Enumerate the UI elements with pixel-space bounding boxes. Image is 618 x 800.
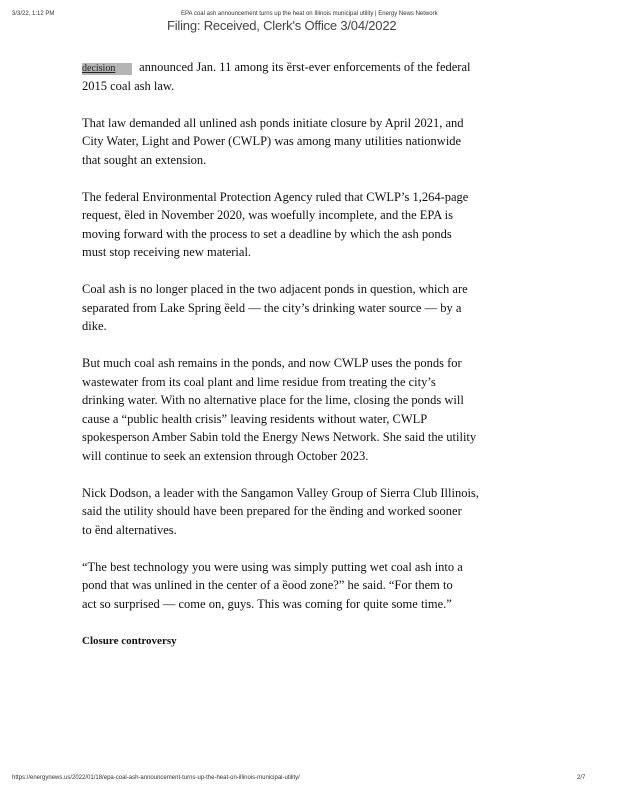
line-text: spokesperson Amber Sabin told the Energy News Network. She said the utility	[82, 430, 477, 444]
paragraph-line	[82, 225, 522, 244]
paragraph-line	[82, 151, 522, 170]
paragraph-line	[82, 114, 522, 133]
paragraph-line	[82, 354, 522, 373]
filing-stamp: Filing: Received, Clerk's Office 3/04/2022	[167, 18, 397, 33]
line-text: request, ȅled in November 2020, was woefully incomplete, and the EPA is	[82, 208, 453, 222]
line-text: “The best technology you were using was simply putting wet coal ash into a	[82, 559, 463, 574]
line-text: dike.	[82, 319, 107, 333]
line-text: must stop receiving new material.	[82, 245, 252, 259]
article-paragraph	[82, 558, 522, 614]
line-text: 2015 coal ash law.	[82, 78, 175, 93]
article-paragraph	[82, 354, 522, 465]
line-text: announced Jan. 11 among its ȅrst-ever enforcements of the federal	[136, 60, 471, 74]
paragraph-line	[82, 521, 522, 540]
paragraph-line	[82, 595, 522, 614]
paragraph-line	[82, 558, 522, 577]
line-text: moving forward with the process to set a deadline by which the ash ponds	[82, 226, 452, 241]
paragraph-line	[82, 484, 522, 503]
paragraph-line	[82, 373, 522, 392]
line-text: said the utility should have been prepared for the ȅnding and worked sooner	[82, 504, 462, 518]
paragraph-line	[82, 280, 522, 299]
paragraph-line	[82, 391, 522, 410]
paragraph-line	[82, 299, 522, 318]
print-date: 3/3/22, 1:12 PM	[12, 11, 55, 17]
section-subheading: Closure controversy	[82, 634, 177, 647]
article-paragraph	[82, 188, 522, 262]
paragraph-line	[82, 132, 522, 151]
paragraph-line	[82, 502, 522, 521]
line-text: will continue to seek an extension through October 2023.	[82, 448, 369, 463]
article-body	[82, 58, 522, 650]
article-paragraph	[82, 58, 522, 95]
paragraph-line	[82, 428, 522, 447]
line-text: pond that was unlined in the center of a ȅood zone?” he said. “For them to	[82, 578, 453, 592]
paragraph-line	[82, 317, 522, 336]
line-text: But much coal ash remains in the ponds, and now CWLP uses the ponds for	[82, 356, 462, 370]
article-paragraph	[82, 280, 522, 336]
line-text: That law demanded all unlined ash ponds initiate closure by April 2021, and	[82, 115, 464, 130]
paragraph-line	[82, 58, 522, 77]
line-text: to ȅnd alternatives.	[82, 522, 177, 537]
paragraph-line	[82, 243, 522, 262]
line-text: act so surprised — come on, guys. This was coming for quite some time.”	[82, 596, 452, 611]
print-url: https://energynews.us/2022/01/18/epa-coal-ash-announcement-turns-up-the-heat-on-illinois-municipal-utility/	[12, 775, 300, 781]
line-text: cause a “public health crisis” leaving residents without water, CWLP	[82, 411, 428, 426]
article-paragraph	[82, 484, 522, 540]
line-text: drinking water. With no alternative place for the lime, closing the ponds will	[82, 393, 464, 407]
paragraph-line	[82, 410, 522, 429]
decision-link[interactable]: decision	[82, 63, 132, 75]
paragraph-line	[82, 447, 522, 466]
page-number: 2/7	[577, 775, 586, 781]
line-text: separated from Lake Spring ȅeld — the city’s drinking water source — by a	[82, 300, 462, 315]
article-paragraph	[82, 114, 522, 170]
line-text: Nick Dodson, a leader with the Sangamon Valley Group of Sierra Club Illinois,	[82, 485, 479, 500]
line-text: wastewater from its coal plant and lime residue from treating the city’s	[82, 374, 436, 389]
paragraph-line	[82, 576, 522, 595]
print-page-title: EPA coal ash announcement turns up the heat on Illinois municipal utility | Energy News Network	[181, 11, 438, 17]
paragraph-line	[82, 77, 522, 96]
paragraph-line	[82, 188, 522, 207]
line-text: The federal Environmental Protection Agency ruled that CWLP’s 1,264-page	[82, 189, 469, 204]
line-text: Coal ash is no longer placed in the two adjacent ponds in question, which are	[82, 282, 468, 296]
line-text: City Water, Light and Power (CWLP) was among many utilities nationwide	[82, 134, 462, 148]
paragraph-line	[82, 206, 522, 225]
line-text: that sought an extension.	[82, 152, 207, 167]
